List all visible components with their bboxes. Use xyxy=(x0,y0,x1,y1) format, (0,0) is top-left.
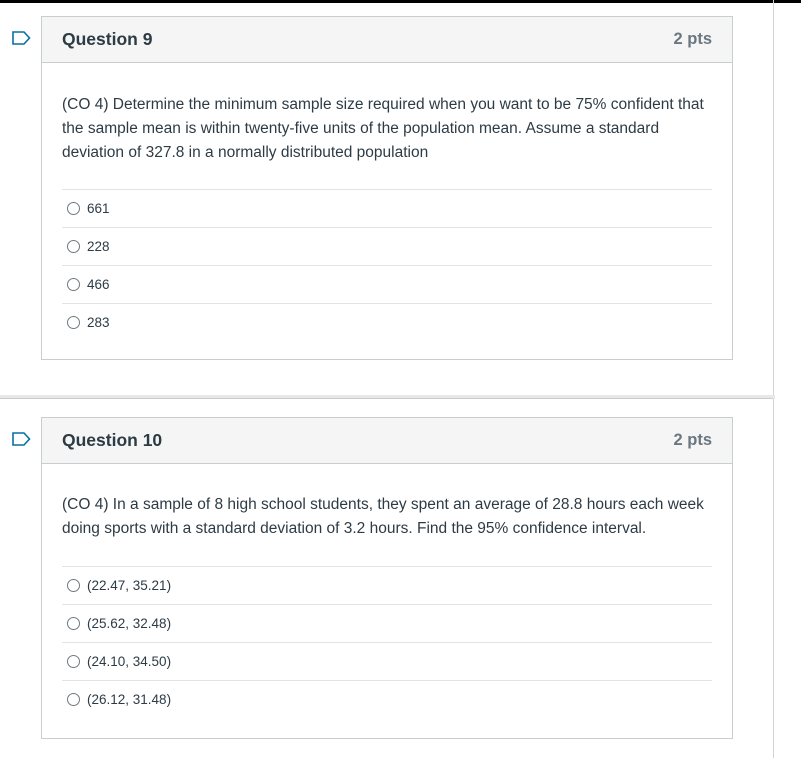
question-title: Question 9 xyxy=(62,29,153,49)
radio-button-icon[interactable] xyxy=(67,693,80,706)
answer-option[interactable] xyxy=(62,227,712,265)
answer-option[interactable] xyxy=(62,680,712,718)
answer-label: 466 xyxy=(87,277,110,292)
radio-button-icon[interactable] xyxy=(67,655,80,668)
radio-button-icon[interactable] xyxy=(67,240,80,253)
flag-icon[interactable] xyxy=(12,31,31,45)
answer-option[interactable] xyxy=(62,265,712,303)
question-points: 2 pts xyxy=(673,30,712,48)
question-10-container xyxy=(0,398,773,759)
answer-option[interactable] xyxy=(62,566,712,604)
flag-icon[interactable] xyxy=(12,432,31,446)
answer-label: (24.10, 34.50) xyxy=(87,654,172,669)
right-divider xyxy=(773,0,774,758)
answer-label: (26.12, 31.48) xyxy=(87,692,172,707)
answer-label: 283 xyxy=(87,315,110,330)
radio-button-icon[interactable] xyxy=(67,617,80,630)
radio-button-icon[interactable] xyxy=(67,278,80,291)
answer-label: 228 xyxy=(87,239,110,254)
question-title: Question 10 xyxy=(62,430,163,450)
radio-button-icon[interactable] xyxy=(67,579,80,592)
answer-label: 661 xyxy=(87,201,110,216)
question-header xyxy=(42,418,732,464)
radio-button-icon[interactable] xyxy=(67,316,80,329)
question-card xyxy=(41,417,733,739)
question-9-container xyxy=(0,3,773,396)
answer-list xyxy=(62,566,712,718)
question-points: 2 pts xyxy=(673,431,712,449)
question-text: (CO 4) Determine the minimum sample size required when you want to be 75% confident that the sample mean is within twenty-five units of the population mean. Assume a standard deviation of 327.8 in a normally distributed population xyxy=(62,96,704,161)
question-header xyxy=(42,17,732,63)
question-card xyxy=(41,16,733,360)
question-text: (CO 4) In a sample of 8 high school students, they spent an average of 28.8 hours each week doing sports with a standard deviation of 3.2 hours. Find the 95% confidence interval. xyxy=(62,496,704,537)
answer-option[interactable] xyxy=(62,303,712,341)
answer-option[interactable] xyxy=(62,189,712,227)
answer-list xyxy=(62,189,712,341)
answer-label: (22.47, 35.21) xyxy=(87,578,172,593)
radio-button-icon[interactable] xyxy=(67,202,80,215)
answer-option[interactable] xyxy=(62,604,712,642)
answer-option[interactable] xyxy=(62,642,712,680)
answer-label: (25.62, 32.48) xyxy=(87,616,172,631)
